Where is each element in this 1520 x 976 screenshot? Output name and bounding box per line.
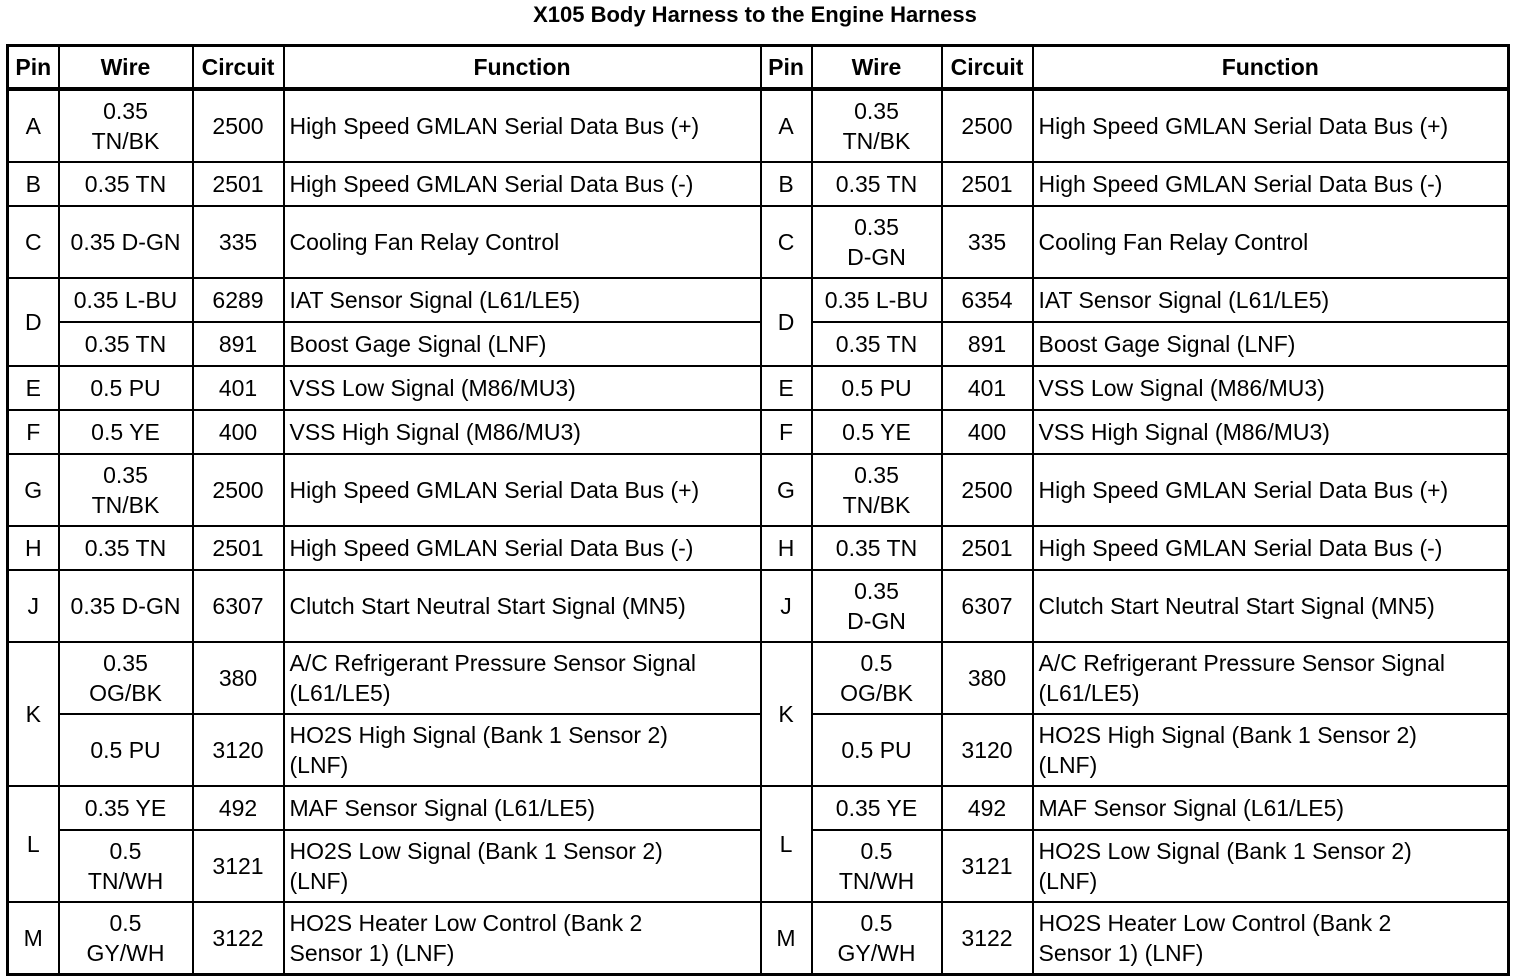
pin-cell-right: H xyxy=(761,526,812,570)
circuit-cell-right: 380 xyxy=(942,642,1033,714)
function-cell-left xyxy=(284,714,761,786)
pin-cell-right: G xyxy=(761,454,812,526)
header-circuit-left: Circuit xyxy=(193,46,284,90)
function-cell-right xyxy=(1033,454,1509,526)
circuit-cell-left: 380 xyxy=(193,642,284,714)
function-cell-left xyxy=(284,526,761,570)
wire-line: TN/WH xyxy=(87,868,164,894)
circuit-cell-right: 492 xyxy=(942,786,1033,830)
wire-line: 0.5 PU xyxy=(841,375,912,401)
wire-line: 0.35 TN xyxy=(835,535,918,561)
pin-cell-right: D xyxy=(761,278,812,366)
function-line: MAF Sensor Signal (L61/LE5) xyxy=(1038,795,1345,821)
function-line: HO2S Heater Low Control (Bank 2 xyxy=(289,910,643,936)
function-line: Cooling Fan Relay Control xyxy=(289,229,560,255)
wire-cell-right xyxy=(812,570,942,642)
pin-cell-left: M xyxy=(8,902,59,975)
function-cell-right xyxy=(1033,714,1509,786)
function-line: A/C Refrigerant Pressure Sensor Signal xyxy=(289,650,697,676)
function-cell-left xyxy=(284,454,761,526)
table-row xyxy=(8,206,1509,278)
wire-cell-right xyxy=(812,526,942,570)
table-row xyxy=(8,89,1509,162)
function-cell-left xyxy=(284,162,761,206)
pin-cell-right: B xyxy=(761,162,812,206)
function-cell-right xyxy=(1033,786,1509,830)
header-circuit-right: Circuit xyxy=(942,46,1033,90)
wire-line: 0.35 xyxy=(854,578,899,604)
wire-line: TN/BK xyxy=(91,128,160,154)
pin-cell-left: C xyxy=(8,206,59,278)
header-pin-left: Pin xyxy=(8,46,59,90)
wire-cell-right xyxy=(812,410,942,454)
function-line: VSS Low Signal (M86/MU3) xyxy=(1038,375,1325,401)
wire-cell-left xyxy=(59,89,193,162)
function-cell-right xyxy=(1033,642,1509,714)
function-cell-right xyxy=(1033,526,1509,570)
circuit-cell-left: 400 xyxy=(193,410,284,454)
function-cell-left xyxy=(284,206,761,278)
function-line: Boost Gage Signal (LNF) xyxy=(289,331,547,357)
pin-cell-left: J xyxy=(8,570,59,642)
circuit-cell-right: 891 xyxy=(942,322,1033,366)
pin-cell-left: B xyxy=(8,162,59,206)
table-row xyxy=(8,902,1509,975)
wire-line: 0.35 TN xyxy=(835,331,918,357)
function-line: HO2S High Signal (Bank 1 Sensor 2) xyxy=(1038,722,1417,748)
circuit-cell-left: 2501 xyxy=(193,526,284,570)
circuit-cell-left: 2500 xyxy=(193,89,284,162)
wire-cell-right xyxy=(812,322,942,366)
header-wire-left: Wire xyxy=(59,46,193,90)
circuit-cell-left: 2500 xyxy=(193,454,284,526)
wire-cell-left xyxy=(59,410,193,454)
function-line: High Speed GMLAN Serial Data Bus (-) xyxy=(1038,535,1443,561)
function-line: Cooling Fan Relay Control xyxy=(1038,229,1309,255)
wire-line: TN/WH xyxy=(838,868,915,894)
function-cell-right xyxy=(1033,410,1509,454)
wire-line: 0.35 D-GN xyxy=(70,593,181,619)
wire-line: 0.35 xyxy=(854,462,899,488)
function-line: HO2S High Signal (Bank 1 Sensor 2) xyxy=(289,722,668,748)
pin-rows xyxy=(8,89,1509,975)
pin-cell-left: L xyxy=(8,786,59,902)
wire-cell-left xyxy=(59,278,193,322)
pin-cell-right: K xyxy=(761,642,812,786)
function-cell-right xyxy=(1033,902,1509,975)
wire-line: 0.5 xyxy=(860,910,893,936)
function-cell-right xyxy=(1033,206,1509,278)
wire-cell-right xyxy=(812,366,942,410)
table-row xyxy=(8,714,1509,786)
wire-line: GY/WH xyxy=(86,940,165,966)
wire-line: GY/WH xyxy=(837,940,916,966)
pin-cell-right: F xyxy=(761,410,812,454)
wire-line: D-GN xyxy=(847,244,906,270)
pin-cell-left: K xyxy=(8,642,59,786)
pin-cell-right: C xyxy=(761,206,812,278)
wire-line: OG/BK xyxy=(89,680,162,706)
wire-cell-left xyxy=(59,322,193,366)
wire-cell-left xyxy=(59,786,193,830)
pin-cell-right: L xyxy=(761,786,812,902)
circuit-cell-right: 2501 xyxy=(942,162,1033,206)
function-line: (L61/LE5) xyxy=(1038,680,1140,706)
table-title: X105 Body Harness to the Engine Harness xyxy=(533,2,977,27)
wire-line: 0.35 YE xyxy=(84,795,167,821)
function-line: High Speed GMLAN Serial Data Bus (+) xyxy=(289,477,700,503)
wire-cell-right xyxy=(812,642,942,714)
wire-line: OG/BK xyxy=(840,680,913,706)
function-line: VSS High Signal (M86/MU3) xyxy=(1038,419,1330,445)
wire-line: 0.35 xyxy=(854,214,899,240)
function-line: High Speed GMLAN Serial Data Bus (+) xyxy=(1038,477,1449,503)
wire-line: TN/BK xyxy=(842,128,911,154)
wire-cell-left xyxy=(59,454,193,526)
wire-line: 0.35 TN xyxy=(835,171,918,197)
table-row xyxy=(8,278,1509,322)
circuit-cell-left: 335 xyxy=(193,206,284,278)
function-line: Boost Gage Signal (LNF) xyxy=(1038,331,1296,357)
header-row xyxy=(8,46,1509,90)
pin-cell-right: A xyxy=(761,89,812,162)
table-row xyxy=(8,526,1509,570)
table-row xyxy=(8,642,1509,714)
circuit-cell-right: 401 xyxy=(942,366,1033,410)
wire-line: 0.5 PU xyxy=(90,375,161,401)
wire-cell-right xyxy=(812,278,942,322)
circuit-cell-left: 401 xyxy=(193,366,284,410)
pin-cell-right: J xyxy=(761,570,812,642)
wire-line: 0.35 L-BU xyxy=(73,287,178,313)
wire-line: 0.35 TN xyxy=(84,331,167,357)
circuit-cell-right: 335 xyxy=(942,206,1033,278)
wire-line: 0.35 xyxy=(103,462,148,488)
function-line: (LNF) xyxy=(1038,752,1098,778)
wire-line: 0.5 YE xyxy=(842,419,911,445)
wire-cell-left xyxy=(59,206,193,278)
pin-cell-right: M xyxy=(761,902,812,975)
function-cell-right xyxy=(1033,278,1509,322)
pin-cell-left: E xyxy=(8,366,59,410)
wire-line: 0.35 YE xyxy=(835,795,918,821)
wire-cell-left xyxy=(59,902,193,975)
table-row xyxy=(8,570,1509,642)
function-cell-left xyxy=(284,89,761,162)
function-cell-right xyxy=(1033,89,1509,162)
circuit-cell-right: 3121 xyxy=(942,830,1033,902)
wire-cell-right xyxy=(812,454,942,526)
function-cell-left xyxy=(284,902,761,975)
wire-line: 0.5 PU xyxy=(841,737,912,763)
wire-line: 0.5 xyxy=(109,838,142,864)
circuit-cell-left: 6307 xyxy=(193,570,284,642)
circuit-cell-right: 2500 xyxy=(942,454,1033,526)
wire-cell-left xyxy=(59,570,193,642)
wire-cell-right xyxy=(812,89,942,162)
function-line: Clutch Start Neutral Start Signal (MN5) xyxy=(289,593,686,619)
function-line: Clutch Start Neutral Start Signal (MN5) xyxy=(1038,593,1435,619)
circuit-cell-right: 3122 xyxy=(942,902,1033,975)
function-line: High Speed GMLAN Serial Data Bus (+) xyxy=(1038,113,1449,139)
wire-cell-right xyxy=(812,206,942,278)
circuit-cell-right: 3120 xyxy=(942,714,1033,786)
circuit-cell-left: 3121 xyxy=(193,830,284,902)
circuit-cell-left: 6289 xyxy=(193,278,284,322)
table-row xyxy=(8,830,1509,902)
wire-cell-right xyxy=(812,786,942,830)
table-row xyxy=(8,454,1509,526)
function-cell-right xyxy=(1033,570,1509,642)
function-cell-left xyxy=(284,786,761,830)
function-cell-left xyxy=(284,410,761,454)
header-pin-right: Pin xyxy=(761,46,812,90)
wire-cell-left xyxy=(59,526,193,570)
circuit-cell-right: 6354 xyxy=(942,278,1033,322)
function-line: HO2S Heater Low Control (Bank 2 xyxy=(1038,910,1392,936)
wire-line: 0.5 xyxy=(860,838,893,864)
function-line: HO2S Low Signal (Bank 1 Sensor 2) xyxy=(289,838,663,864)
table-row xyxy=(8,322,1509,366)
wire-line: 0.35 TN xyxy=(84,535,167,561)
function-line: IAT Sensor Signal (L61/LE5) xyxy=(1038,287,1330,313)
wire-cell-right xyxy=(812,902,942,975)
table-row xyxy=(8,410,1509,454)
circuit-cell-right: 400 xyxy=(942,410,1033,454)
wire-line: TN/BK xyxy=(91,492,160,518)
function-cell-left xyxy=(284,366,761,410)
wire-line: 0.5 YE xyxy=(91,419,160,445)
wire-line: 0.5 PU xyxy=(90,737,161,763)
pin-cell-left: G xyxy=(8,454,59,526)
function-line: High Speed GMLAN Serial Data Bus (-) xyxy=(289,535,694,561)
function-cell-left xyxy=(284,642,761,714)
table-row xyxy=(8,786,1509,830)
function-cell-right xyxy=(1033,366,1509,410)
pin-cell-left: A xyxy=(8,89,59,162)
wire-line: 0.35 L-BU xyxy=(824,287,929,313)
table-row xyxy=(8,366,1509,410)
circuit-cell-right: 2500 xyxy=(942,89,1033,162)
wire-line: 0.35 D-GN xyxy=(70,229,181,255)
header-function-left: Function xyxy=(284,46,761,90)
wire-cell-right xyxy=(812,830,942,902)
pin-cell-right: E xyxy=(761,366,812,410)
function-line: (LNF) xyxy=(1038,868,1098,894)
wire-line: 0.35 xyxy=(103,650,148,676)
function-cell-left xyxy=(284,830,761,902)
wire-line: 0.5 xyxy=(860,650,893,676)
circuit-cell-left: 891 xyxy=(193,322,284,366)
wire-line: 0.5 xyxy=(109,910,142,936)
header-wire-right: Wire xyxy=(812,46,942,90)
pin-cell-left: D xyxy=(8,278,59,366)
function-line: High Speed GMLAN Serial Data Bus (+) xyxy=(289,113,700,139)
circuit-cell-left: 3120 xyxy=(193,714,284,786)
wire-line: TN/BK xyxy=(842,492,911,518)
pin-cell-left: F xyxy=(8,410,59,454)
circuit-cell-left: 3122 xyxy=(193,902,284,975)
connector-pinout-table xyxy=(6,44,1510,976)
wire-cell-left xyxy=(59,366,193,410)
function-cell-right xyxy=(1033,322,1509,366)
function-line: High Speed GMLAN Serial Data Bus (-) xyxy=(289,171,694,197)
function-line: Sensor 1) (LNF) xyxy=(289,940,455,966)
circuit-cell-left: 492 xyxy=(193,786,284,830)
circuit-cell-right: 2501 xyxy=(942,526,1033,570)
wire-cell-right xyxy=(812,162,942,206)
circuit-cell-left: 2501 xyxy=(193,162,284,206)
wire-cell-left xyxy=(59,714,193,786)
wire-cell-left xyxy=(59,830,193,902)
wire-line: 0.35 xyxy=(854,98,899,124)
function-cell-right xyxy=(1033,830,1509,902)
wire-line: 0.35 xyxy=(103,98,148,124)
function-line: VSS High Signal (M86/MU3) xyxy=(289,419,581,445)
function-line: (L61/LE5) xyxy=(289,680,391,706)
wire-line: D-GN xyxy=(847,608,906,634)
wire-cell-left xyxy=(59,162,193,206)
function-cell-left xyxy=(284,322,761,366)
function-line: (LNF) xyxy=(289,752,349,778)
table-row xyxy=(8,162,1509,206)
function-line: IAT Sensor Signal (L61/LE5) xyxy=(289,287,581,313)
wire-cell-left xyxy=(59,642,193,714)
function-line: MAF Sensor Signal (L61/LE5) xyxy=(289,795,596,821)
function-cell-left xyxy=(284,278,761,322)
function-line: (LNF) xyxy=(289,868,349,894)
circuit-cell-right: 6307 xyxy=(942,570,1033,642)
function-line: A/C Refrigerant Pressure Sensor Signal xyxy=(1038,650,1446,676)
function-line: High Speed GMLAN Serial Data Bus (-) xyxy=(1038,171,1443,197)
pin-cell-left: H xyxy=(8,526,59,570)
function-line: Sensor 1) (LNF) xyxy=(1038,940,1204,966)
function-line: HO2S Low Signal (Bank 1 Sensor 2) xyxy=(1038,838,1412,864)
wire-line: 0.35 TN xyxy=(84,171,167,197)
function-cell-right xyxy=(1033,162,1509,206)
wire-cell-right xyxy=(812,714,942,786)
function-cell-left xyxy=(284,570,761,642)
function-line: VSS Low Signal (M86/MU3) xyxy=(289,375,576,401)
header-function-right: Function xyxy=(1033,46,1509,90)
